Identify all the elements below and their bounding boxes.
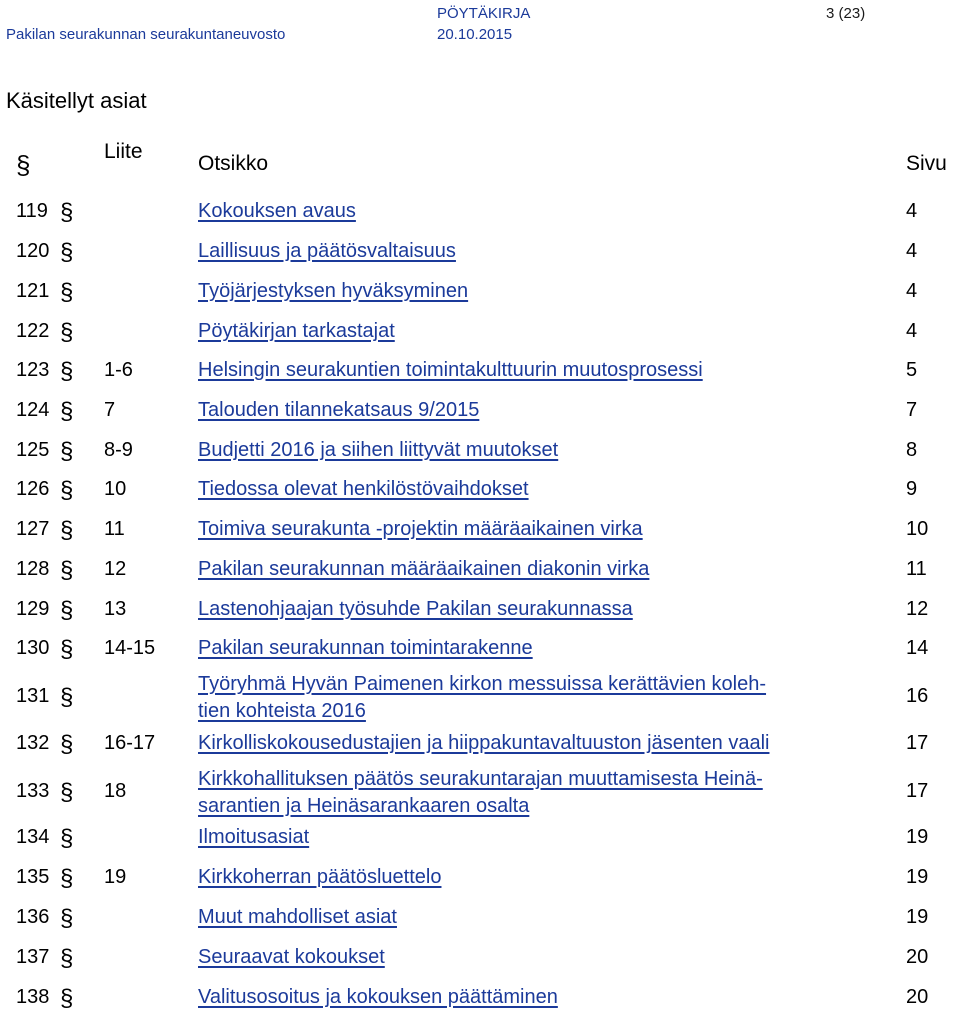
section-symbol: § bbox=[60, 557, 74, 584]
attachment-ref: 16-17 bbox=[104, 732, 156, 754]
agenda-item-link[interactable]: Lastenohjaajan työsuhde Pakilan seurakunnassa bbox=[198, 598, 633, 620]
page-column-header: Sivu bbox=[906, 152, 947, 175]
agenda-item-link[interactable]: Kirkolliskokousedustajien ja hiippakuntavaltuuston jäsenten vaali bbox=[198, 732, 770, 754]
document-type: PÖYTÄKIRJA bbox=[437, 5, 531, 22]
agenda-item-link[interactable]: Budjetti 2016 ja siihen liittyvät muutokset bbox=[198, 439, 559, 461]
attachment-ref: 7 bbox=[104, 399, 116, 421]
section-symbol: § bbox=[60, 517, 74, 544]
section-symbol: § bbox=[60, 239, 74, 266]
page-number: 3 (23) bbox=[826, 5, 866, 22]
agenda-item-title-line-1: Työryhmä Hyvän Paimenen kirkon messuissa kerättävien koleh- bbox=[198, 673, 767, 695]
section-number: 123 bbox=[16, 359, 50, 381]
attachment-ref: 1-6 bbox=[104, 359, 133, 381]
section-symbol: § bbox=[60, 684, 74, 711]
page-ref: 4 bbox=[906, 240, 918, 262]
agenda-item-link[interactable] bbox=[198, 766, 888, 820]
page-ref: 7 bbox=[906, 399, 918, 421]
section-number: 124 bbox=[16, 399, 50, 421]
section-number: 135 bbox=[16, 866, 50, 888]
agenda-item-link[interactable]: Pakilan seurakunnan määräaikainen diakonin virka bbox=[198, 558, 650, 580]
agenda-item-title-line-2: tien kohteista 2016 bbox=[198, 700, 366, 722]
page-ref: 16 bbox=[906, 685, 929, 707]
agenda-item-link[interactable] bbox=[198, 671, 888, 725]
attachment-column-header: Liite bbox=[104, 140, 143, 163]
section-symbol: § bbox=[60, 199, 74, 226]
page-ref: 4 bbox=[906, 320, 918, 342]
section-number: 126 bbox=[16, 478, 50, 500]
section-number: 130 bbox=[16, 637, 50, 659]
agenda-item-link[interactable]: Talouden tilannekatsaus 9/2015 bbox=[198, 399, 480, 421]
page-ref: 10 bbox=[906, 518, 929, 540]
section-number: 129 bbox=[16, 598, 50, 620]
agenda-item-link[interactable]: Ilmoitusasiat bbox=[198, 826, 310, 848]
section-number: 127 bbox=[16, 518, 50, 540]
section-title: Käsitellyt asiat bbox=[6, 88, 147, 113]
attachment-ref: 11 bbox=[104, 518, 125, 540]
page-ref: 14 bbox=[906, 637, 929, 659]
page-ref: 19 bbox=[906, 826, 929, 848]
section-number: 119 bbox=[16, 200, 48, 222]
page-ref: 4 bbox=[906, 200, 918, 222]
section-number: 134 bbox=[16, 826, 50, 848]
attachment-ref: 19 bbox=[104, 866, 127, 888]
page-ref: 17 bbox=[906, 732, 929, 754]
section-number: 136 bbox=[16, 906, 50, 928]
section-symbol-header: § bbox=[16, 150, 31, 180]
attachment-ref: 18 bbox=[104, 780, 127, 802]
section-symbol: § bbox=[60, 905, 74, 932]
agenda-item-link[interactable]: Pakilan seurakunnan toimintarakenne bbox=[198, 637, 533, 659]
section-symbol: § bbox=[60, 319, 74, 346]
section-number: 120 bbox=[16, 240, 50, 262]
agenda-item-link[interactable]: Tiedossa olevat henkilöstövaihdokset bbox=[198, 478, 529, 500]
agenda-item-link[interactable]: Pöytäkirjan tarkastajat bbox=[198, 320, 395, 342]
page-ref: 12 bbox=[906, 598, 929, 620]
section-symbol: § bbox=[60, 636, 74, 663]
section-symbol: § bbox=[60, 985, 74, 1012]
attachment-ref: 13 bbox=[104, 598, 127, 620]
section-symbol: § bbox=[60, 731, 74, 758]
agenda-item-title-line-2: sarantien ja Heinäsarankaaren osalta bbox=[198, 795, 530, 817]
page-ref: 4 bbox=[906, 280, 918, 302]
section-symbol: § bbox=[60, 597, 74, 624]
section-symbol: § bbox=[60, 865, 74, 892]
attachment-ref: 10 bbox=[104, 478, 127, 500]
section-number: 133 bbox=[16, 780, 50, 802]
attachment-ref: 8-9 bbox=[104, 439, 133, 461]
agenda-item-link[interactable]: Laillisuus ja päätösvaltaisuus bbox=[198, 240, 456, 262]
page-ref: 5 bbox=[906, 359, 918, 381]
page-ref: 9 bbox=[906, 478, 918, 500]
attachment-ref: 14-15 bbox=[104, 637, 156, 659]
section-symbol: § bbox=[60, 358, 74, 385]
page-ref: 20 bbox=[906, 986, 929, 1008]
page-ref: 19 bbox=[906, 866, 929, 888]
agenda-item-link[interactable]: Helsingin seurakuntien toimintakulttuurin muutosprosessi bbox=[198, 359, 703, 381]
agenda-item-link[interactable]: Seuraavat kokoukset bbox=[198, 946, 385, 968]
meeting-date: 20.10.2015 bbox=[437, 26, 513, 43]
section-symbol: § bbox=[60, 279, 74, 306]
attachment-ref: 12 bbox=[104, 558, 127, 580]
section-symbol: § bbox=[60, 825, 74, 852]
section-number: 121 bbox=[16, 280, 50, 302]
section-number: 128 bbox=[16, 558, 50, 580]
agenda-item-link[interactable]: Kirkkoherran päätösluettelo bbox=[198, 866, 442, 888]
page-ref: 19 bbox=[906, 906, 929, 928]
agenda-item-link[interactable]: Toimiva seurakunta -projektin määräaikainen virka bbox=[198, 518, 643, 540]
section-symbol: § bbox=[60, 779, 74, 806]
section-number: 137 bbox=[16, 946, 50, 968]
section-number: 131 bbox=[16, 685, 50, 707]
section-number: 122 bbox=[16, 320, 50, 342]
agenda-item-title-line-1: Kirkkohallituksen päätös seurakuntarajan muuttamisesta Heinä- bbox=[198, 768, 763, 790]
section-symbol: § bbox=[60, 945, 74, 972]
agenda-item-link[interactable]: Kokouksen avaus bbox=[198, 200, 356, 222]
section-symbol: § bbox=[60, 438, 74, 465]
agenda-item-link[interactable]: Muut mahdolliset asiat bbox=[198, 906, 397, 928]
section-symbol: § bbox=[60, 477, 74, 504]
section-symbol: § bbox=[60, 398, 74, 425]
page-ref: 11 bbox=[906, 558, 927, 580]
title-column-header: Otsikko bbox=[198, 152, 269, 175]
organization-name: Pakilan seurakunnan seurakuntaneuvosto bbox=[6, 26, 286, 43]
section-number: 138 bbox=[16, 986, 50, 1008]
page-ref: 17 bbox=[906, 780, 929, 802]
page-ref: 20 bbox=[906, 946, 929, 968]
page-ref: 8 bbox=[906, 439, 918, 461]
section-number: 125 bbox=[16, 439, 50, 461]
agenda-item-link[interactable]: Työjärjestyksen hyväksyminen bbox=[198, 280, 469, 302]
section-number: 132 bbox=[16, 732, 50, 754]
agenda-item-link[interactable]: Valitusosoitus ja kokouksen päättäminen bbox=[198, 986, 558, 1008]
